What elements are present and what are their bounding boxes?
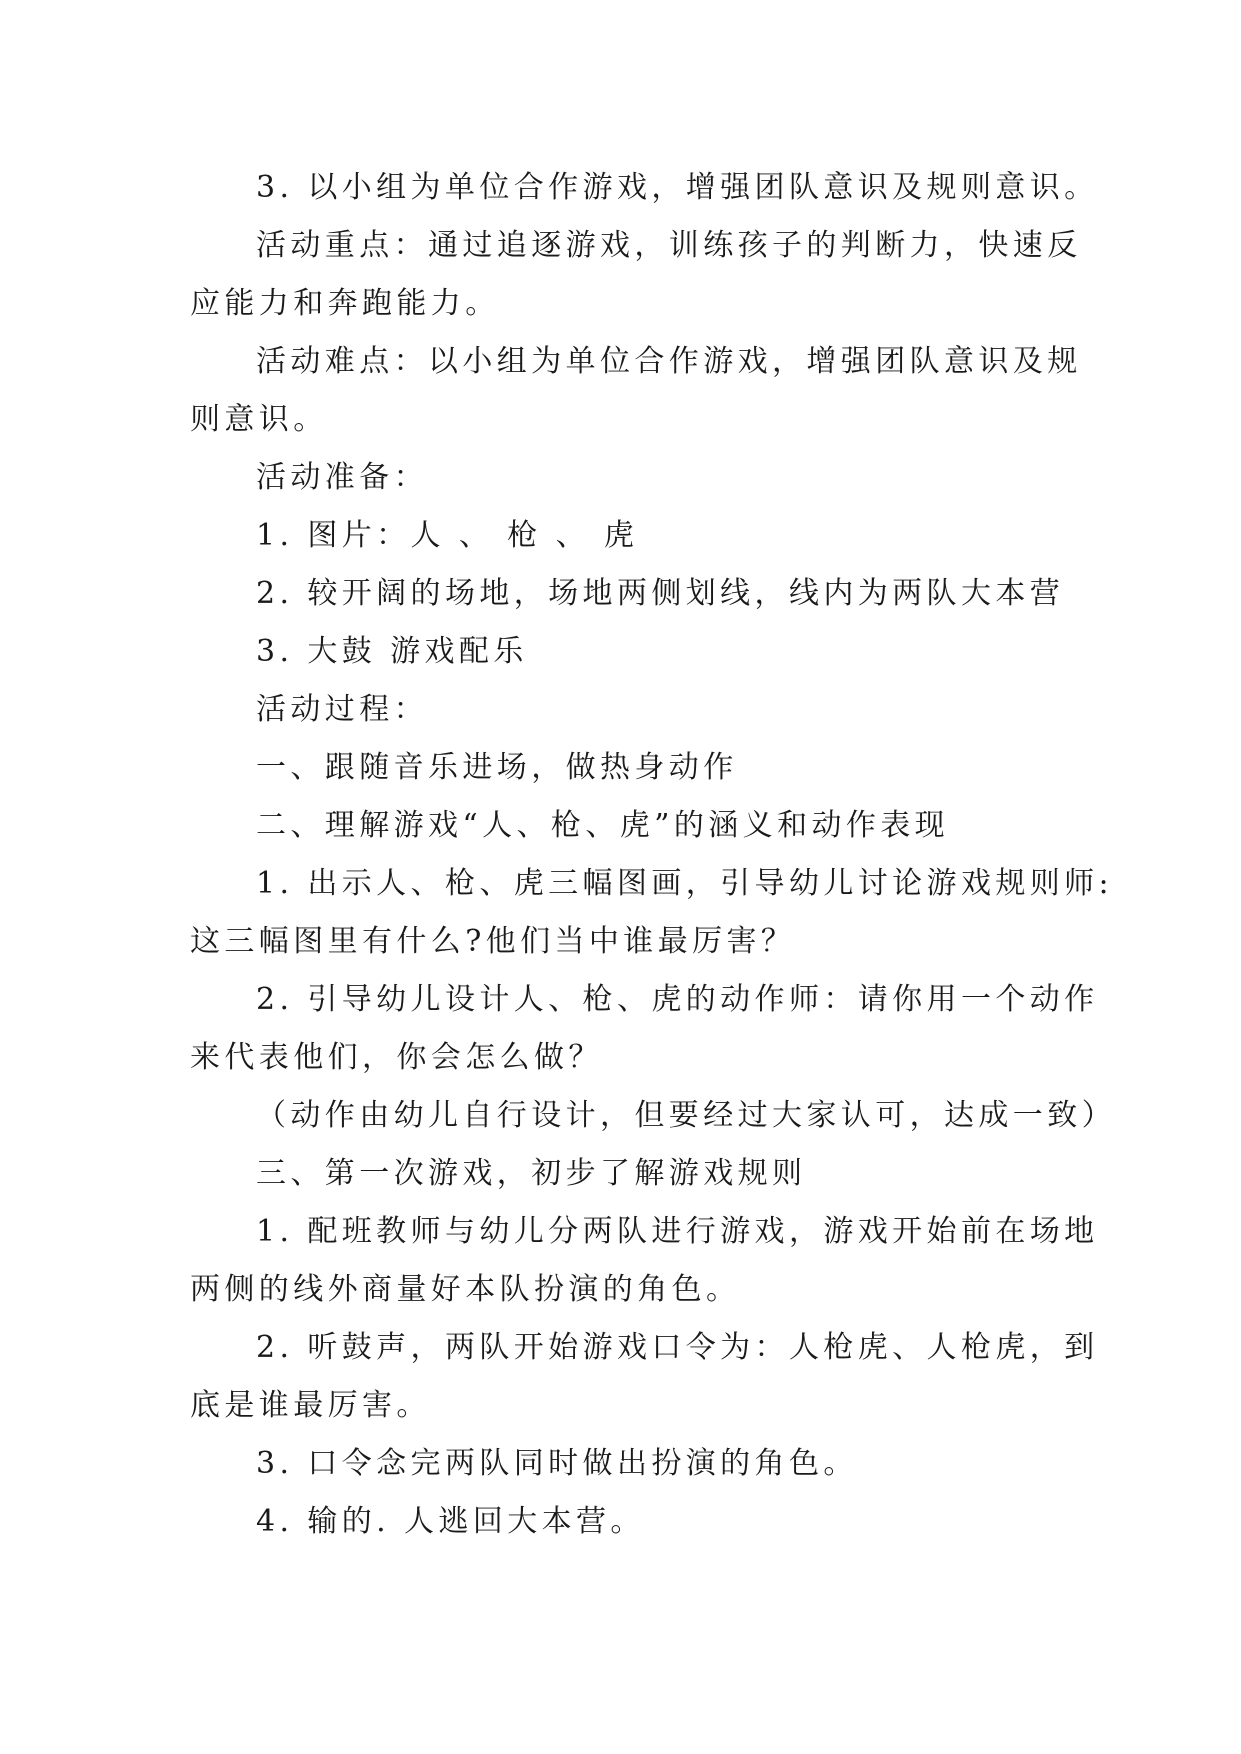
list-item: 2. 听鼓声，两队开始游戏口令为：人枪虎、人枪虎，到 <box>256 1330 1099 1365</box>
step-heading: 二、理解游戏“人、枪、虎”的涵义和动作表现 <box>256 808 950 843</box>
list-item: 3. 大鼓 游戏配乐 <box>256 634 528 669</box>
list-item: 1. 出示人、枪、虎三幅图画，引导幼儿讨论游戏规则师: <box>256 866 1114 901</box>
paragraph-line: 3. 以小组为单位合作游戏，增强团队意识及规则意识。 <box>256 170 1099 205</box>
paragraph-line: 则意识。 <box>190 402 328 437</box>
list-item: 1. 图片：人 、 枪 、 虎 <box>256 518 639 553</box>
list-item: 2. 引导幼儿设计人、枪、虎的动作师：请你用一个动作 <box>256 982 1099 1017</box>
note-line: （动作由幼儿自行设计，但要经过大家认可，达成一致） <box>256 1098 1116 1133</box>
list-item: 2. 较开阔的场地，场地两侧划线，线内为两队大本营 <box>256 576 1065 611</box>
step-heading: 一、跟随音乐进场，做热身动作 <box>256 750 738 785</box>
step-heading: 三、第一次游戏，初步了解游戏规则 <box>256 1156 807 1191</box>
paragraph-line: 来代表他们，你会怎么做？ <box>190 1040 603 1075</box>
document-body <box>190 159 1116 1551</box>
paragraph-line: 这三幅图里有什么?他们当中谁最厉害？ <box>190 924 796 959</box>
paragraph-line: 两侧的线外商量好本队扮演的角色。 <box>190 1272 741 1307</box>
paragraph-line: 底是谁最厉害。 <box>190 1388 431 1423</box>
list-item: 3. 口令念完两队同时做出扮演的角色。 <box>256 1446 858 1481</box>
paragraph-line: 活动难点：以小组为单位合作游戏，增强团队意识及规 <box>256 344 1082 379</box>
paragraph-line: 应能力和奔跑能力。 <box>190 286 500 321</box>
list-item: 1. 配班教师与幼儿分两队进行游戏，游戏开始前在场地 <box>256 1214 1099 1249</box>
list-item: 4. 输的. 人逃回大本营。 <box>256 1504 645 1539</box>
paragraph-line: 活动重点：通过追逐游戏，训练孩子的判断力，快速反 <box>256 228 1082 263</box>
section-heading: 活动准备： <box>256 460 428 495</box>
section-heading: 活动过程： <box>256 692 428 727</box>
